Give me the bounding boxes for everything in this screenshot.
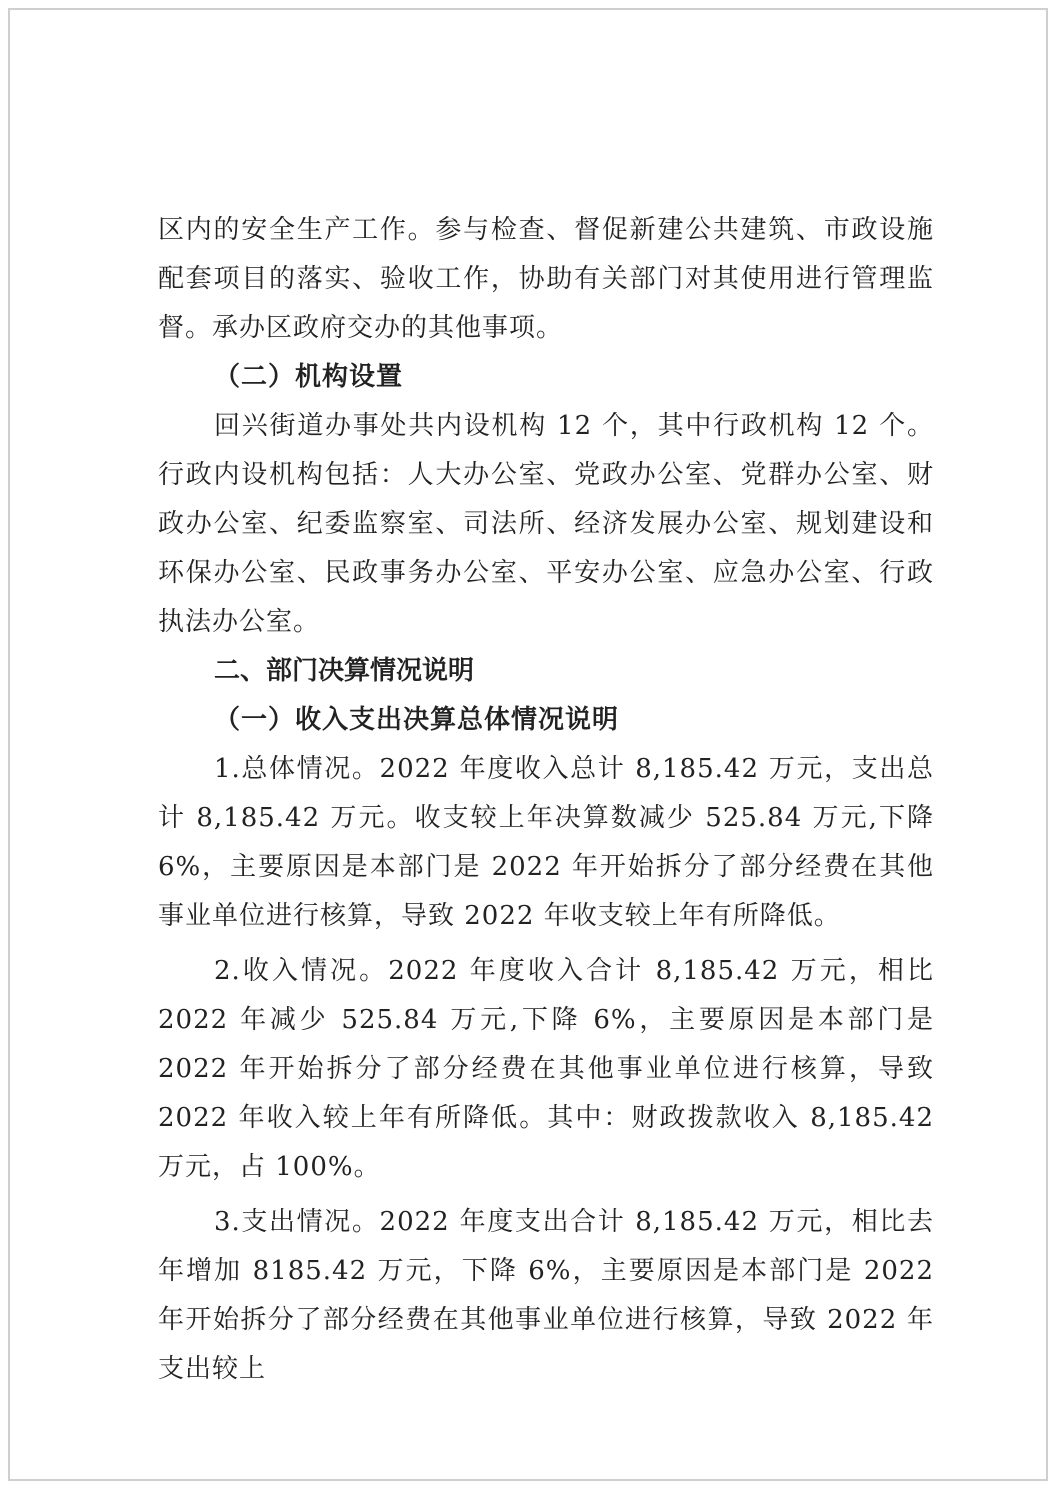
paragraph-org-structure: 回兴街道办事处共内设机构 12 个，其中行政机构 12 个。行政内设机构包括：人大办公室、党政办公室、党群办公室、财政办公室、纪委监察室、司法所、经济发展办公室、规划建设和环保办公室、民政事务办公室、平安办公室、应急办公室、行政执法办公室。 (158, 411, 934, 637)
heading-org-structure: （二）机构设置 (214, 362, 404, 392)
paragraph-income: 2.收入情况。2022 年度收入合计 8,185.42 万元，相比 2022 年减少 525.84 万元,下降 6%，主要原因是本部门是 2022 年开始拆分了部分经费在其他事业单位进行核算，导致 2022 年收入较上年有所降低。其中：财政拨款收入 8,185.42 万元，占 100%。 (158, 956, 934, 1182)
document-body (158, 206, 934, 1394)
document-page (8, 8, 1048, 1481)
heading-income-expense-overview: （一）收入支出决算总体情况说明 (214, 705, 620, 735)
paragraph-responsibilities-end: 区内的安全生产工作。参与检查、督促新建公共建筑、市政设施配套项目的落实、验收工作，协助有关部门对其使用进行管理监督。承办区政府交办的其他事项。 (158, 215, 934, 343)
paragraph-overall: 1.总体情况。2022 年度收入总计 8,185.42 万元，支出总计 8,185.42 万元。收支较上年决算数减少 525.84 万元,下降 6%，主要原因是本部门是 2022 年开始拆分了部分经费在其他事业单位进行核算，导致 2022 年收支较上年有所降低。 (158, 754, 934, 931)
paragraph-expense: 3.支出情况。2022 年度支出合计 8,185.42 万元，相比去年增加 8185.42 万元，下降 6%，主要原因是本部门是 2022 年开始拆分了部分经费在其他事业单位进行核算，导致 2022 年支出较上 (158, 1207, 934, 1384)
heading-final-accounts: 二、部门决算情况说明 (214, 656, 475, 686)
